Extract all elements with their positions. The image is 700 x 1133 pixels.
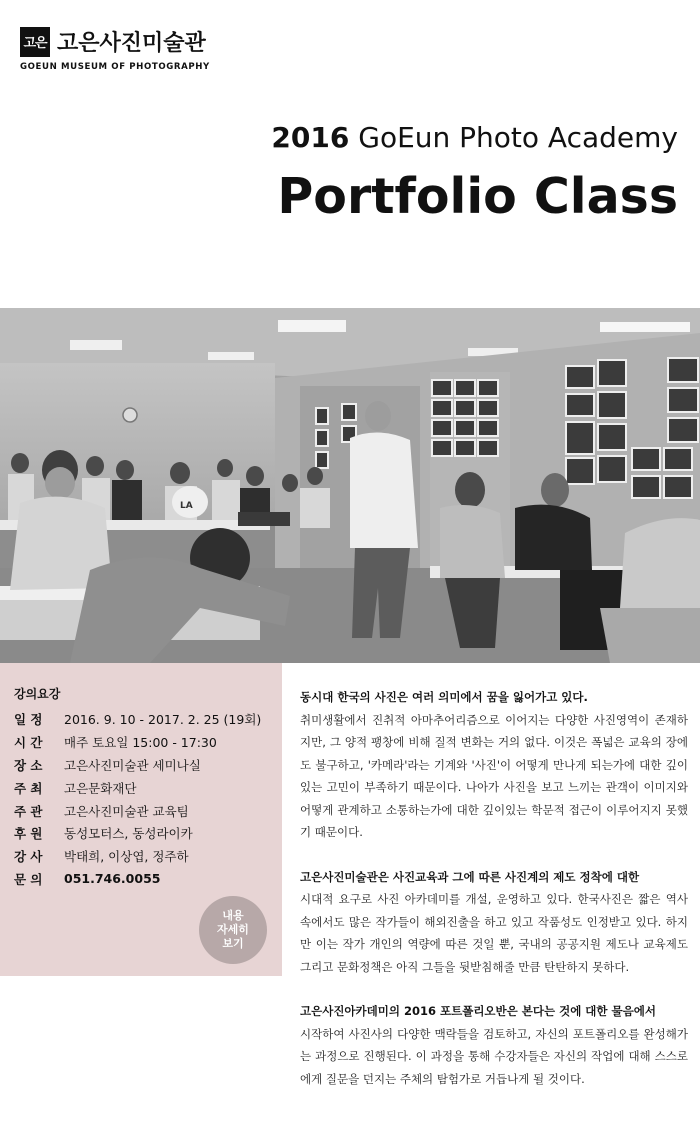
page-title: Portfolio Class [277, 168, 678, 225]
info-value: 고은문화재단 [64, 780, 137, 796]
cap-logo-text: LA [180, 501, 193, 511]
info-row-organizer [14, 799, 282, 822]
info-key: 시 간 [14, 735, 43, 751]
paragraph-lead: 고은사진미술관은 사진교육과 그에 따른 사진계의 제도 정착에 대한 [300, 869, 640, 884]
paragraph-text: 취미생활에서 진취적 아마추어리즘으로 이어지는 다양한 사진영역이 존재하지만, 그 양적 팽창에 비해 질적 변화는 거의 없다. 이것은 폭넓은 교육의 장에도 불구하고, '카메라'라는 기계와 '사진'이 어떻게 만나게 되는가에 대한 깊이있는 고민이 부족하기 때문이다. 나아가 사진을 보고 느끼는 관객이 이미지와 어떻게 관계하고 소통하는가에 대한 깊이있는 학문적 접근이 이루어지지 못했기 때문이다. [300, 712, 688, 839]
course-info-box [0, 663, 282, 976]
info-value: 고은사진미술관 교육팀 [64, 803, 189, 819]
info-row-venue [14, 754, 282, 777]
info-value: 동성모터스, 동성라이카 [64, 826, 193, 842]
info-row-host [14, 776, 282, 799]
info-key: 일 정 [14, 712, 43, 728]
course-info-title: 강의요강 [14, 687, 61, 701]
view-details-button[interactable] [199, 896, 267, 964]
view-details-line1: 내용 [222, 909, 244, 922]
info-row-contact [14, 868, 282, 891]
logo-subtitle: GOEUN MUSEUM OF PHOTOGRAPHY [20, 62, 210, 72]
logo-name: 고은사진미술관 [57, 31, 206, 56]
classroom-photo [0, 308, 700, 663]
info-row-instructors [14, 845, 282, 868]
info-value: 매주 토요일 15:00 - 17:30 [64, 735, 217, 751]
info-key: 후 원 [14, 826, 43, 842]
info-key: 주 최 [14, 780, 43, 796]
course-description [300, 686, 688, 1112]
view-details-line3: 보기 [222, 937, 244, 950]
academy-subtitle [271, 121, 678, 154]
info-row-schedule [14, 708, 282, 731]
paragraph-1 [300, 686, 688, 844]
paragraph-2 [300, 866, 688, 979]
info-key: 강 사 [14, 849, 43, 865]
info-value: 박태희, 이상엽, 정주하 [64, 849, 189, 865]
info-key: 문 의 [14, 871, 43, 887]
paragraph-lead: 동시대 한국의 사진은 여러 의미에서 꿈을 잃어가고 있다. [300, 690, 588, 704]
logo-mark: 고은 [20, 27, 50, 57]
info-row-sponsor [14, 822, 282, 845]
info-value: 고은사진미술관 세미나실 [64, 757, 201, 773]
info-key: 주 관 [14, 803, 43, 819]
paragraph-3 [300, 1000, 688, 1090]
contact-phone[interactable]: 051.746.0055 [64, 871, 161, 887]
academy-name: GoEun Photo Academy [358, 121, 678, 154]
view-details-line2: 자세히 [217, 923, 249, 936]
info-key: 장 소 [14, 757, 43, 773]
paragraph-text: 시작하여 사진사의 다양한 맥락들을 검토하고, 자신의 포트폴리오를 완성해가는 과정으로 진행된다. 이 과정을 통해 수강자들은 자신의 작업에 대해 스스로에게 질문을 던지는 주체의 탐험가로 거듭나게 될 것이다. [300, 1026, 688, 1086]
museum-logo[interactable] [20, 26, 210, 72]
year: 2016 [271, 121, 350, 154]
info-row-time [14, 731, 282, 754]
paragraph-lead: 고은사진아카데미의 2016 포트폴리오반은 본다는 것에 대한 물음에서 [300, 1004, 656, 1018]
info-value: 2016. 9. 10 - 2017. 2. 25 (19회) [64, 712, 262, 728]
paragraph-text: 시대적 요구로 사진 아카데미를 개설, 운영하고 있다. 한국사진은 짧은 역사 속에서도 많은 작가들이 해외진출을 하고 있고 작품성도 인정받고 있다. 하지만 이는 작가 개인의 역량에 따른 것일 뿐, 국내의 공공지원 제도나 교육제도 그리고 문화정책은 아직 그들을 뒷받침해줄 만큼 탄탄하지 못하다. [300, 892, 688, 974]
